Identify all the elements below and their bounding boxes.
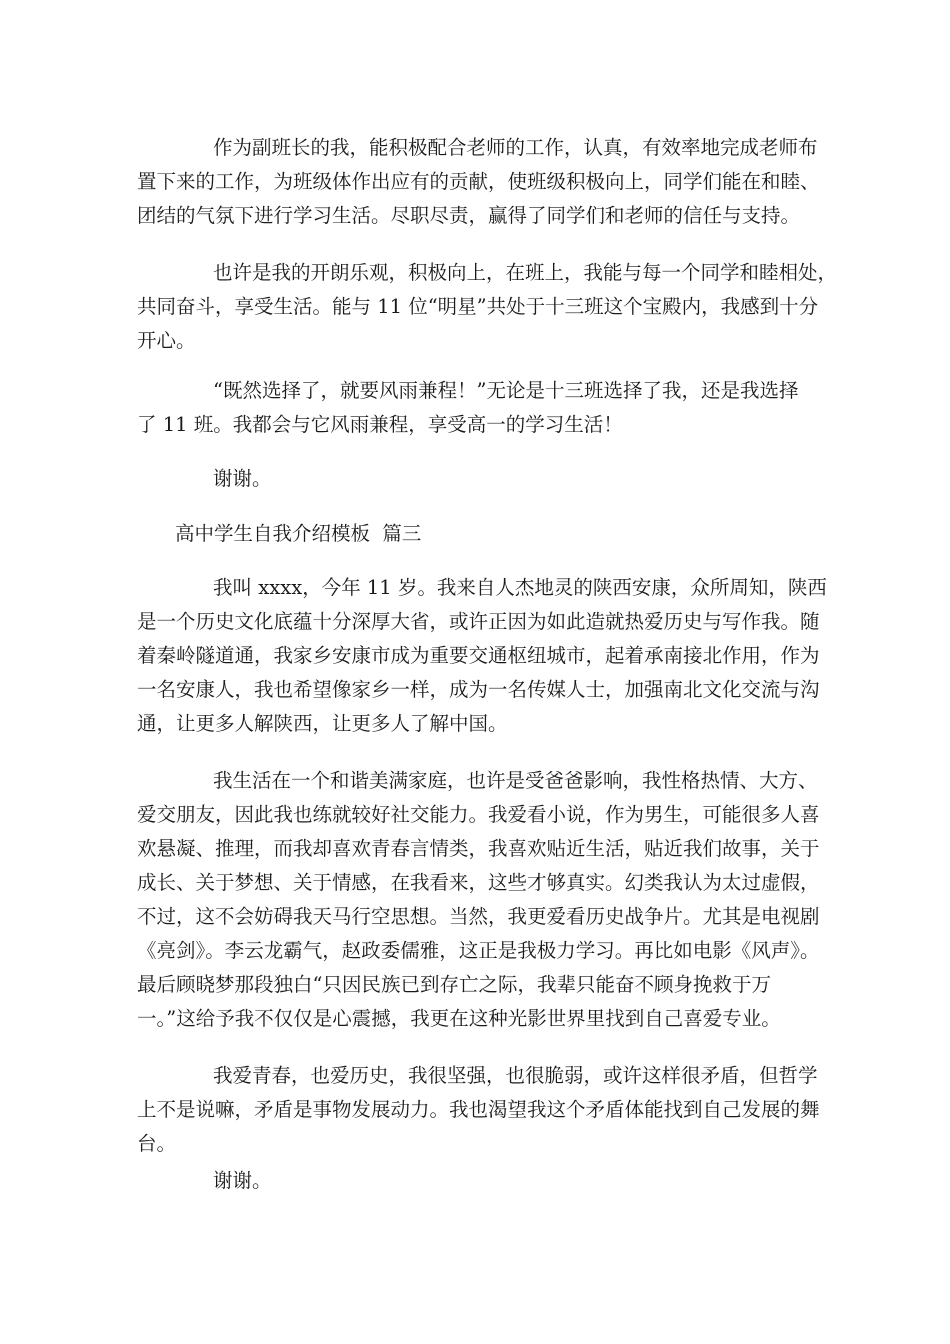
paragraph-4-line-3: 着秦岭隧道通，我家乡安康市成为重要交通枢纽城市，起着承南接北作用，作为 xyxy=(137,644,820,667)
thanks-2: 谢谢。 xyxy=(213,1169,272,1192)
paragraph-5-line-3: 欢悬凝、推理，而我却喜欢青春言情类，我喜欢贴近生活，贴近我们故事，关于 xyxy=(137,837,820,860)
paragraph-1-line-1: 作为副班长的我，能积极配合老师的工作，认真，有效率地完成老师布 xyxy=(213,136,818,159)
paragraph-6-line-2: 上不是说嘛，矛盾是事物发展动力。我也渴望我这个矛盾体能找到自己发展的舞 xyxy=(137,1098,820,1121)
thanks-1: 谢谢。 xyxy=(213,467,272,490)
paragraph-1-line-2: 置下来的工作，为班级体作出应有的贡献，使班级积极向上，同学们能在和睦、 xyxy=(137,170,820,193)
paragraph-4-line-2: 是一个历史文化底蕴十分深厚大省，或许正因为如此造就热爱历史与写作我。随 xyxy=(137,610,820,633)
paragraph-5-line-5: 不过，这不会妨碍我天马行空思想。当然，我更爱看历史战争片。尤其是电视剧 xyxy=(137,905,820,928)
paragraph-2-line-2: 共同奋斗，享受生活。能与 11 位“明星”共处于十三班这个宝殿内，我感到十分 xyxy=(137,295,819,318)
paragraph-5-line-7: 最后顾晓梦那段独白“只因民族已到存亡之际，我辈只能奋不顾身挽救于万 xyxy=(137,973,771,996)
paragraph-5-line-6: 《亮剑》。李云龙霸气，赵政委儒雅，这正是我极力学习。再比如电影《风声》。 xyxy=(137,939,820,962)
paragraph-5-line-2: 爱交朋友，因此我也练就较好社交能力。我爱看小说，作为男生，可能很多人喜 xyxy=(137,803,820,826)
paragraph-5-line-1: 我生活在一个和谐美满家庭，也许是受爸爸影响，我性格热情、大方、 xyxy=(213,769,818,792)
paragraph-6-line-3: 台。 xyxy=(137,1132,177,1155)
section-heading: 高中学生自我介绍模板 篇三 xyxy=(175,522,422,545)
paragraph-5-line-4: 成长、关于梦想、关于情感，在我看来，这些才够真实。幻类我认为太过虚假， xyxy=(137,871,820,894)
paragraph-3-line-2: 了 11 班。我都会与它风雨兼程，享受高一的学习生活！ xyxy=(137,413,623,436)
paragraph-4-line-5: 通，让更多人解陕西，让更多人了解中国。 xyxy=(137,712,508,735)
paragraph-2-line-1: 也许是我的开朗乐观，积极向上，在班上，我能与每一个同学和睦相处， xyxy=(213,261,838,284)
paragraph-4-line-4: 一名安康人，我也希望像家乡一样，成为一名传媒人士，加强南北文化交流与沟 xyxy=(137,678,820,701)
paragraph-2-line-3: 开心。 xyxy=(137,329,196,352)
paragraph-4-line-1: 我叫 xxxx，今年 11 岁。我来自人杰地灵的陕西安康，众所周知，陕西 xyxy=(213,576,827,599)
paragraph-3-line-1: “既然选择了，就要风雨兼程！”无论是十三班选择了我，还是我选择 xyxy=(213,379,799,402)
paragraph-5-line-8: 一。”这给予我不仅仅是心震撼，我更在这种光影世界里找到自己喜爱专业。 xyxy=(137,1007,781,1030)
paragraph-1-line-3: 团结的气氛下进行学习生活。尽职尽责，赢得了同学们和老师的信任与支持。 xyxy=(137,204,801,227)
paragraph-6-line-1: 我爱青春，也爱历史，我很坚强，也很脆弱，或许这样很矛盾，但哲学 xyxy=(213,1064,818,1087)
